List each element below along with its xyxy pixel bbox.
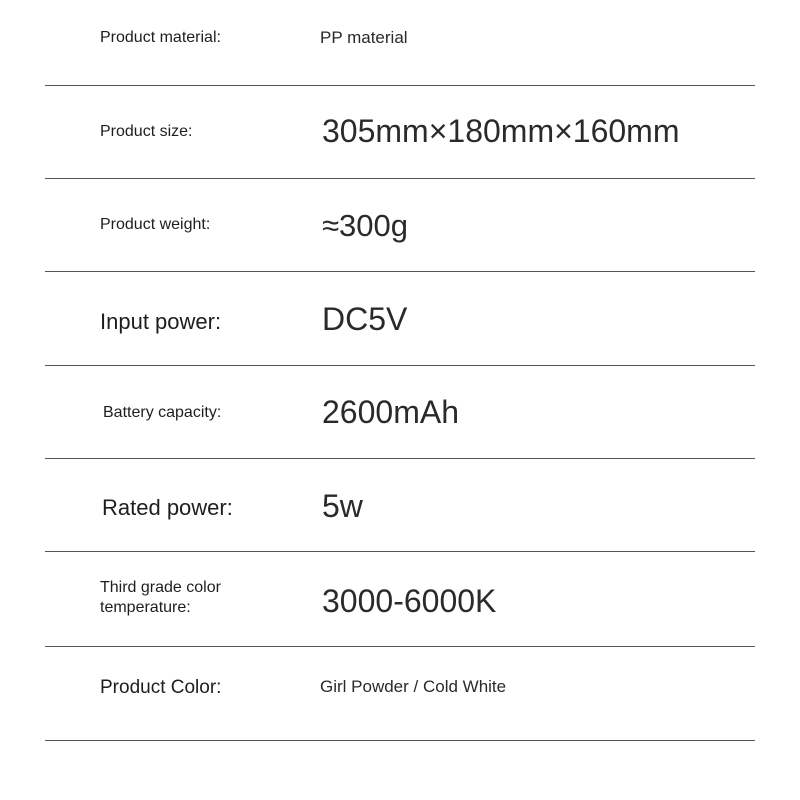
row-divider xyxy=(45,365,755,366)
spec-value: Girl Powder / Cold White xyxy=(320,677,507,696)
spec-label: Rated power: xyxy=(102,495,233,520)
spec-value: 3000-6000K xyxy=(322,583,497,619)
spec-value: 2600mAh xyxy=(322,394,459,430)
spec-value: 305mm×180mm×160mm xyxy=(322,113,680,149)
row-divider xyxy=(45,271,755,272)
spec-value: 5w xyxy=(322,488,363,524)
spec-label: Product Color: xyxy=(100,677,222,698)
spec-label: Battery capacity: xyxy=(103,404,222,421)
row-divider xyxy=(45,551,755,552)
spec-label: Third grade color temperature: xyxy=(100,579,221,616)
row-divider xyxy=(45,458,755,459)
row-divider xyxy=(45,178,755,179)
spec-label: Input power: xyxy=(100,309,222,334)
spec-value: ≈300g xyxy=(322,208,408,243)
spec-value: PP material xyxy=(320,28,408,47)
row-divider xyxy=(45,85,755,86)
row-divider xyxy=(45,740,755,741)
row-divider xyxy=(45,646,755,647)
spec-label: Product size: xyxy=(100,123,193,140)
spec-label: Product weight: xyxy=(100,216,211,233)
spec-label: Product material: xyxy=(100,29,221,46)
spec-value: DC5V xyxy=(322,301,408,337)
